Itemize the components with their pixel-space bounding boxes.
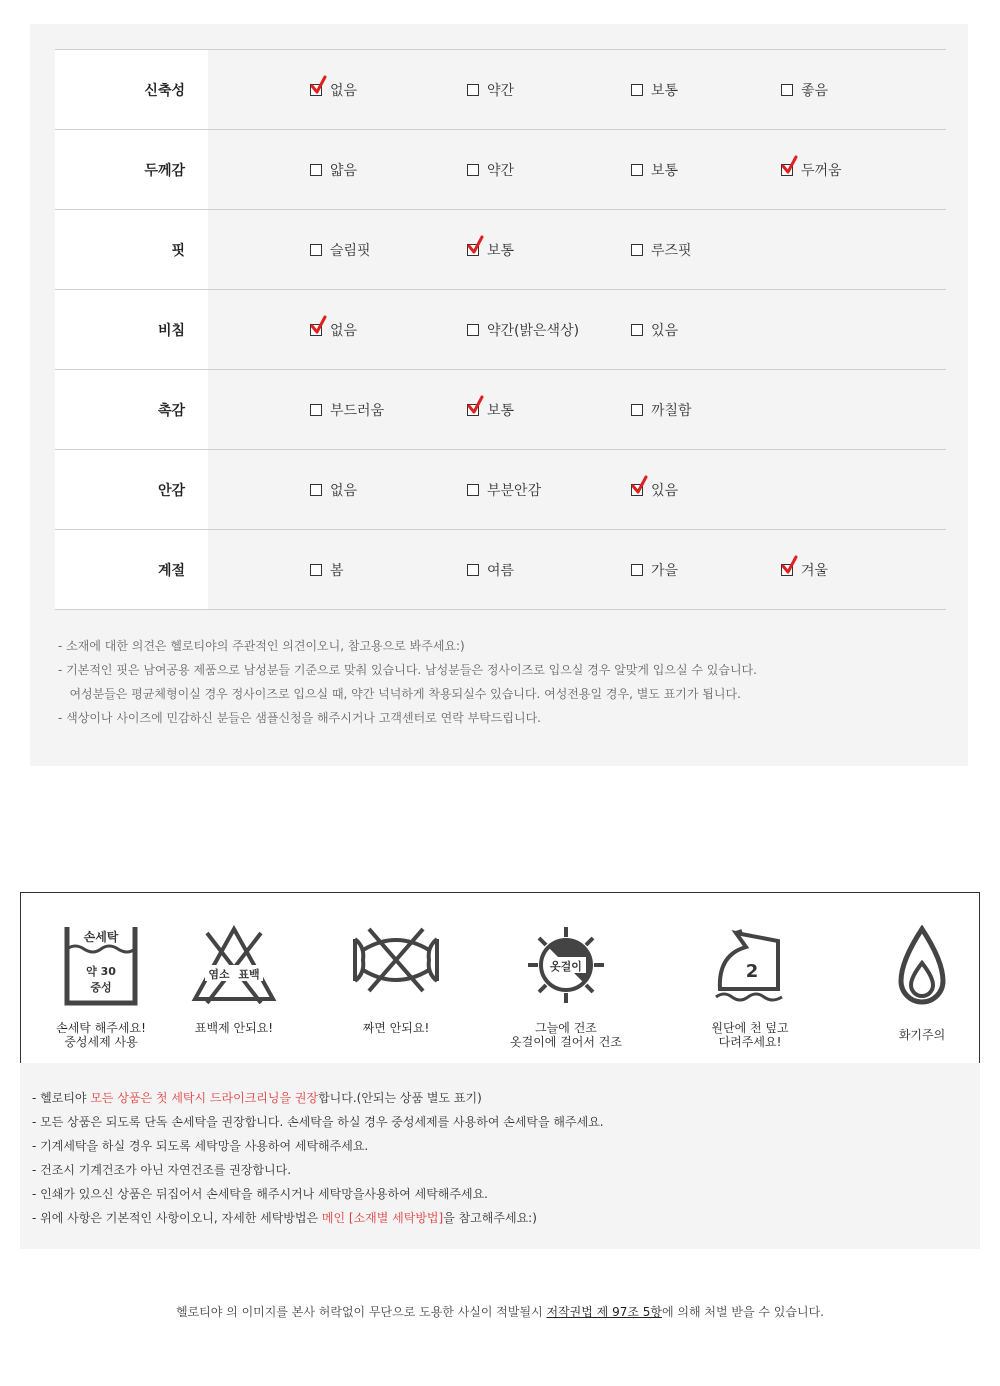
- checkbox[interactable]: [467, 404, 479, 416]
- shade-dry-caption: [501, 1021, 631, 1049]
- attribute-option[interactable]: [310, 321, 357, 339]
- attribute-row: [55, 530, 946, 610]
- attribute-option[interactable]: [631, 81, 678, 99]
- wash-note-line: - 인쇄가 있으신 상품은 뒤집어서 손세탁을 해주시거나 세탁망을사용하여 세탁해주세요.: [32, 1187, 488, 1201]
- checkbox[interactable]: [781, 84, 793, 96]
- hand-wash-caption: [36, 1021, 166, 1049]
- attribute-row: [55, 130, 946, 210]
- checkbox[interactable]: [467, 84, 479, 96]
- wash-note-line: [32, 1089, 482, 1106]
- attribute-row: [55, 370, 946, 450]
- attribute-label-cell: [55, 210, 208, 289]
- option-label: 부드러움: [330, 402, 385, 419]
- check-mark-icon: [309, 75, 327, 95]
- attribute-option[interactable]: [467, 561, 514, 579]
- care-item-no-bleach: [169, 893, 299, 1063]
- option-label: 얇음: [330, 162, 358, 179]
- care-instructions-box: [20, 892, 980, 1064]
- checkbox[interactable]: [631, 84, 643, 96]
- attribute-label-cell: [55, 290, 208, 369]
- checkbox[interactable]: [467, 564, 479, 576]
- attribute-option[interactable]: [310, 81, 357, 99]
- checkbox[interactable]: [631, 164, 643, 176]
- care-item-no-wring: [331, 893, 461, 1063]
- iron-caption: [685, 1021, 815, 1049]
- attribute-option[interactable]: [631, 161, 678, 179]
- note-line: - 소재에 대한 의견은 헬로티야의 주관적인 의견이오니, 참고용으로 봐주세요:): [58, 639, 465, 653]
- attribute-label-cell: [55, 130, 208, 209]
- attribute-option[interactable]: [631, 241, 692, 259]
- attribute-option[interactable]: [631, 321, 678, 339]
- attribute-label-cell: [55, 370, 208, 449]
- checkbox[interactable]: [467, 244, 479, 256]
- caption-line: 화기주의: [898, 1028, 946, 1042]
- option-label: 슬림핏: [330, 242, 371, 259]
- checkbox[interactable]: [631, 564, 643, 576]
- caption-line: 짜면 안되요!: [362, 1021, 430, 1035]
- attribute-option[interactable]: [467, 401, 514, 419]
- attribute-option[interactable]: [467, 161, 514, 179]
- wash-note-text: - 헬로티야: [32, 1091, 91, 1105]
- checkbox[interactable]: [310, 244, 322, 256]
- option-label: 보통: [651, 82, 679, 99]
- fire-caution-icon: [897, 925, 947, 1009]
- attribute-label: 계절: [157, 562, 185, 579]
- attribute-label: 두께감: [144, 162, 185, 179]
- attribute-option[interactable]: [781, 161, 842, 179]
- checkbox[interactable]: [781, 164, 793, 176]
- attribute-option[interactable]: [631, 561, 678, 579]
- checkbox[interactable]: [467, 324, 479, 336]
- wash-note-line: - 모든 상품은 되도록 단독 손세탁을 권장합니다. 손세탁을 하실 경우 중성세제를 사용하여 손세탁을 해주세요.: [32, 1115, 604, 1129]
- note-line: 여성분들은 평균체형이실 경우 정사이즈로 입으실 때, 약간 넉넉하게 착용되실수 있습니다. 여성전용일 경우, 별도 표기가 됩니다.: [58, 687, 741, 701]
- option-label: 없음: [330, 82, 358, 99]
- copyright-text: 헬로티야 의 이미지를 본사 허락없이 무단으로 도용한 사실이 적발될시: [175, 1305, 547, 1319]
- option-label: 봄: [330, 562, 344, 579]
- option-label: 약간: [487, 162, 515, 179]
- option-label: 약간(밝은색상): [487, 322, 580, 339]
- copyright-text: 에 의해 처벌 받을 수 있습니다.: [662, 1305, 824, 1319]
- no-bleach-icon: [191, 925, 277, 1005]
- wash-note-text: - 위에 사항은 기본적인 사항이오니, 자세한 세탁방법은: [32, 1211, 322, 1225]
- attribute-label: 핏: [171, 242, 185, 259]
- option-label: 가을: [651, 562, 679, 579]
- attribute-label-cell: [55, 530, 208, 609]
- caption-line: 원단에 천 덮고: [711, 1021, 789, 1035]
- checkbox[interactable]: [467, 484, 479, 496]
- wash-note-text: 을 참고해주세요:): [443, 1211, 537, 1225]
- checkbox[interactable]: [631, 324, 643, 336]
- attribute-option[interactable]: [310, 401, 384, 419]
- option-label: 없음: [330, 482, 358, 499]
- hand-wash-symbol-text: 손세탁: [83, 930, 119, 944]
- copyright-law-link[interactable]: 저작권법 제 97조 5항: [546, 1305, 662, 1319]
- checkbox[interactable]: [781, 564, 793, 576]
- attribute-option[interactable]: [467, 241, 514, 259]
- wash-note-line: - 건조시 기계건조가 아닌 자연건조를 권장합니다.: [32, 1163, 292, 1177]
- care-item-hand-wash: [36, 893, 166, 1063]
- wash-note-line: [32, 1209, 537, 1226]
- attribute-row: [55, 450, 946, 530]
- no-bleach-symbol-text: 표백: [238, 968, 260, 981]
- attribute-row: [55, 210, 946, 290]
- attribute-label: 비침: [157, 322, 185, 339]
- option-label: 보통: [651, 162, 679, 179]
- option-label: 두꺼움: [801, 162, 842, 179]
- attribute-option[interactable]: [467, 81, 514, 99]
- caption-line: 옷걸이에 걸어서 건조: [510, 1035, 622, 1049]
- attribute-row: [55, 50, 946, 130]
- attribute-row: [55, 290, 946, 370]
- checkbox[interactable]: [310, 564, 322, 576]
- option-label: 없음: [330, 322, 358, 339]
- checkbox[interactable]: [310, 484, 322, 496]
- check-mark-icon: [309, 315, 327, 335]
- care-item-shade-dry: [501, 893, 631, 1063]
- option-label: 보통: [487, 242, 515, 259]
- option-label: 여름: [487, 562, 515, 579]
- option-label: 겨울: [801, 562, 829, 579]
- hand-wash-detergent-text: 중성: [90, 981, 112, 994]
- attribute-option[interactable]: [310, 241, 371, 259]
- caption-line: 손세탁 해주세요!: [56, 1021, 146, 1035]
- caption-line: 그늘에 건조: [535, 1021, 597, 1035]
- wash-note-text: 합니다.(안되는 상품 별도 표기): [318, 1091, 482, 1105]
- attribute-label: 신축성: [144, 82, 185, 99]
- attribute-option[interactable]: [310, 481, 357, 499]
- check-mark-icon: [466, 395, 484, 415]
- attribute-option[interactable]: [467, 321, 579, 339]
- attribute-option[interactable]: [781, 81, 828, 99]
- no-bleach-caption: [169, 1021, 299, 1035]
- check-mark-icon: [466, 235, 484, 255]
- attribute-label: 촉감: [157, 402, 185, 419]
- checkbox[interactable]: [631, 404, 643, 416]
- shade-dry-symbol-text: 옷걸이: [550, 960, 582, 973]
- attribute-option[interactable]: [631, 401, 692, 419]
- shade-dry-icon: [526, 925, 606, 1005]
- care-item-fire: [857, 893, 987, 1063]
- no-bleach-symbol-text: 염소: [208, 968, 230, 981]
- hand-wash-icon: [63, 925, 139, 1009]
- option-label: 약간: [487, 82, 515, 99]
- check-mark-icon: [780, 555, 798, 575]
- option-label: 루즈핏: [651, 242, 692, 259]
- option-label: 있음: [651, 482, 679, 499]
- option-label: 까칠함: [651, 402, 692, 419]
- attribute-option[interactable]: [310, 161, 357, 179]
- fire-caption: [857, 1028, 987, 1042]
- iron-cloth-icon: [712, 925, 788, 1005]
- attribute-option[interactable]: [781, 561, 828, 579]
- attribute-option[interactable]: [631, 481, 678, 499]
- option-label: 부분안감: [487, 482, 542, 499]
- option-label: 보통: [487, 402, 515, 419]
- attribute-label-cell: [55, 450, 208, 529]
- caption-line: 중성세제 사용: [64, 1035, 138, 1049]
- check-mark-icon: [780, 155, 798, 175]
- caption-line: 표백제 안되요!: [194, 1021, 274, 1035]
- option-label: 있음: [651, 322, 679, 339]
- wash-note-line: - 기계세탁을 하실 경우 되도록 세탁망을 사용하여 세탁해주세요.: [32, 1139, 369, 1153]
- checkbox[interactable]: [631, 484, 643, 496]
- attribute-label-cell: [55, 50, 208, 129]
- copyright-notice: [0, 1303, 1000, 1320]
- hand-wash-temp-text: 약 30: [86, 965, 116, 978]
- checkbox[interactable]: [631, 244, 643, 256]
- material-info-panel: [30, 24, 968, 766]
- option-label: 좋음: [801, 82, 829, 99]
- checkbox[interactable]: [310, 164, 322, 176]
- checkbox[interactable]: [310, 404, 322, 416]
- checkbox[interactable]: [467, 164, 479, 176]
- checkbox[interactable]: [310, 324, 322, 336]
- material-attribute-table: [55, 49, 946, 610]
- no-wring-caption: [331, 1021, 461, 1035]
- check-mark-icon: [630, 475, 648, 495]
- attribute-option[interactable]: [467, 481, 541, 499]
- washing-notes-panel: [20, 1063, 980, 1249]
- no-wring-icon: [351, 925, 441, 995]
- iron-level-text: 2: [745, 961, 759, 982]
- wash-note-highlight: 모든 상품은 첫 세탁시 드라이크리닝을 권장: [90, 1091, 319, 1105]
- material-notes: [58, 634, 757, 730]
- care-item-iron: [685, 893, 815, 1063]
- note-line: - 색상이나 사이즈에 민감하신 분들은 샘플신청을 해주시거나 고객센터로 연락 부탁드립니다.: [58, 711, 541, 725]
- note-line: - 기본적인 핏은 남여공용 제품으로 남성분들 기준으로 맞춰 있습니다. 남성분들은 정사이즈로 입으실 경우 알맞게 입으실 수 있습니다.: [58, 663, 757, 677]
- wash-note-highlight: 메인 [소재별 세탁방법]: [321, 1211, 444, 1225]
- attribute-label: 안감: [157, 482, 185, 499]
- attribute-option[interactable]: [310, 561, 344, 579]
- checkbox[interactable]: [310, 84, 322, 96]
- caption-line: 다려주세요!: [718, 1035, 782, 1049]
